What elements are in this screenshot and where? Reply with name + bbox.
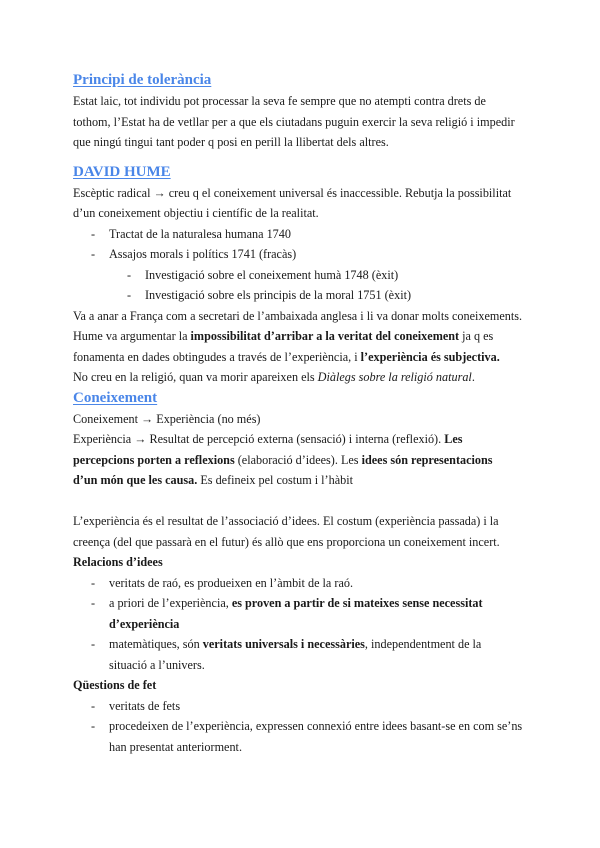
bold-text: l’experiència és subjectiva. <box>360 349 500 364</box>
heading-principi-tolerancia: Principi de tolerància <box>73 72 212 88</box>
text-line: que ningú tingui tant poder q posi en perill la llibertat dels altres. <box>73 135 389 149</box>
text-run: Hume va argumentar la <box>73 329 191 343</box>
text-run: a priori de l’experiència, <box>109 596 232 610</box>
bold-text: veritats universals i necessàries <box>202 637 365 651</box>
subworks-list <box>73 265 528 306</box>
spacer <box>73 491 528 512</box>
text-run: , independentment de la <box>364 637 482 651</box>
text-line: d’un coneixement objectiu i científic de la realitat. <box>73 206 319 220</box>
works-list <box>73 224 528 265</box>
subheading-questions-fet: Qüestions de fet <box>73 678 157 692</box>
bold-text: d’experiència <box>109 616 180 631</box>
italic-title: Diàlegs sobre la religió natural <box>317 370 472 384</box>
list-item <box>73 593 528 634</box>
subheading-relacions-idees: Relacions d’idees <box>73 555 163 569</box>
list-item <box>73 634 528 675</box>
paragraph-tolerancia <box>73 91 528 153</box>
paragraph-coneixement <box>73 409 528 491</box>
text-line: tothom, l’Estat ha de vetllar per a que els ciutadans puguin exercir la seva religió i impedir <box>73 114 515 129</box>
text-run: han presentat anteriorment. <box>109 739 242 754</box>
list-item: - Assajos morals i polítics 1741 (fracàs) <box>73 244 528 265</box>
text-line: creença (del que passarà en el futur) és allò que ens proporciona un coneixement incert. <box>73 534 500 549</box>
bold-text: idees són representacions <box>361 452 493 467</box>
text-run: No creu en la religió, quan va morir apareixen els <box>73 370 318 384</box>
text-run: Es defineix pel costum i l’hàbit <box>197 473 353 487</box>
heading-david-hume: DAVID HUME <box>73 163 171 180</box>
bold-text: impossibilitat d’arribar a la veritat del coneixement <box>190 329 460 343</box>
bold-text: d’un món que les causa. <box>73 473 198 487</box>
paragraph-experiencia <box>73 511 528 552</box>
heading-coneixement: Coneixement <box>73 389 158 406</box>
text-line: L’experiència és el resultat de l’associació d’idees. El costum (experiència passada) i la <box>73 514 499 528</box>
list-item: - Tractat de la naturalesa humana 1740 <box>73 224 528 245</box>
bold-text: percepcions porten a reflexions <box>73 452 235 467</box>
list-item: - Investigació sobre els principis de la moral 1751 (èxit) <box>73 285 528 306</box>
text-line: Estat laic, tot individu pot processar la seva fe sempre que no atempti contra drets de <box>73 94 486 108</box>
list-item: - veritats de raó, es produeixen en l’àmbit de la raó. <box>73 573 528 594</box>
text-line: Coneixement → Experiència (no més) <box>73 411 261 426</box>
text-run: (elaboració d’idees). Les <box>234 452 362 467</box>
text-run: . <box>471 370 475 384</box>
text-line: Va a anar a França com a secretari de l’ambaixada anglesa i li va donar molts coneixements. <box>73 308 523 323</box>
list-item: - Investigació sobre el coneixement humà 1748 (èxit) <box>73 265 528 286</box>
fets-list <box>73 696 528 758</box>
text-run: ja q es <box>459 329 494 343</box>
paragraph-esceptic <box>73 183 528 224</box>
text-run: situació a l’univers. <box>109 657 205 672</box>
text-run: Experiència → Resultat de percepció externa (sensació) i interna (reflexió). <box>73 432 445 446</box>
spacer <box>73 153 528 162</box>
paragraph-franca <box>73 306 528 388</box>
text-run: matemàtiques, són <box>109 637 203 651</box>
bold-text: es proven a partir de si mateixes sense necessitat <box>231 596 483 610</box>
bold-text: Les <box>444 432 463 446</box>
text-run: fonamenta en dades obtingudes a través de l’experiència, i <box>73 349 361 364</box>
text-line: Escèptic radical → creu q el coneixement universal és inaccessible. Rebutja la possibilitat <box>73 185 512 200</box>
text-run: procedeixen de l’experiència, expressen connexió entre idees basant-se en com se’ns <box>109 719 523 733</box>
list-item: - veritats de fets <box>73 696 528 717</box>
list-item <box>73 716 528 757</box>
relacions-list <box>73 573 528 676</box>
